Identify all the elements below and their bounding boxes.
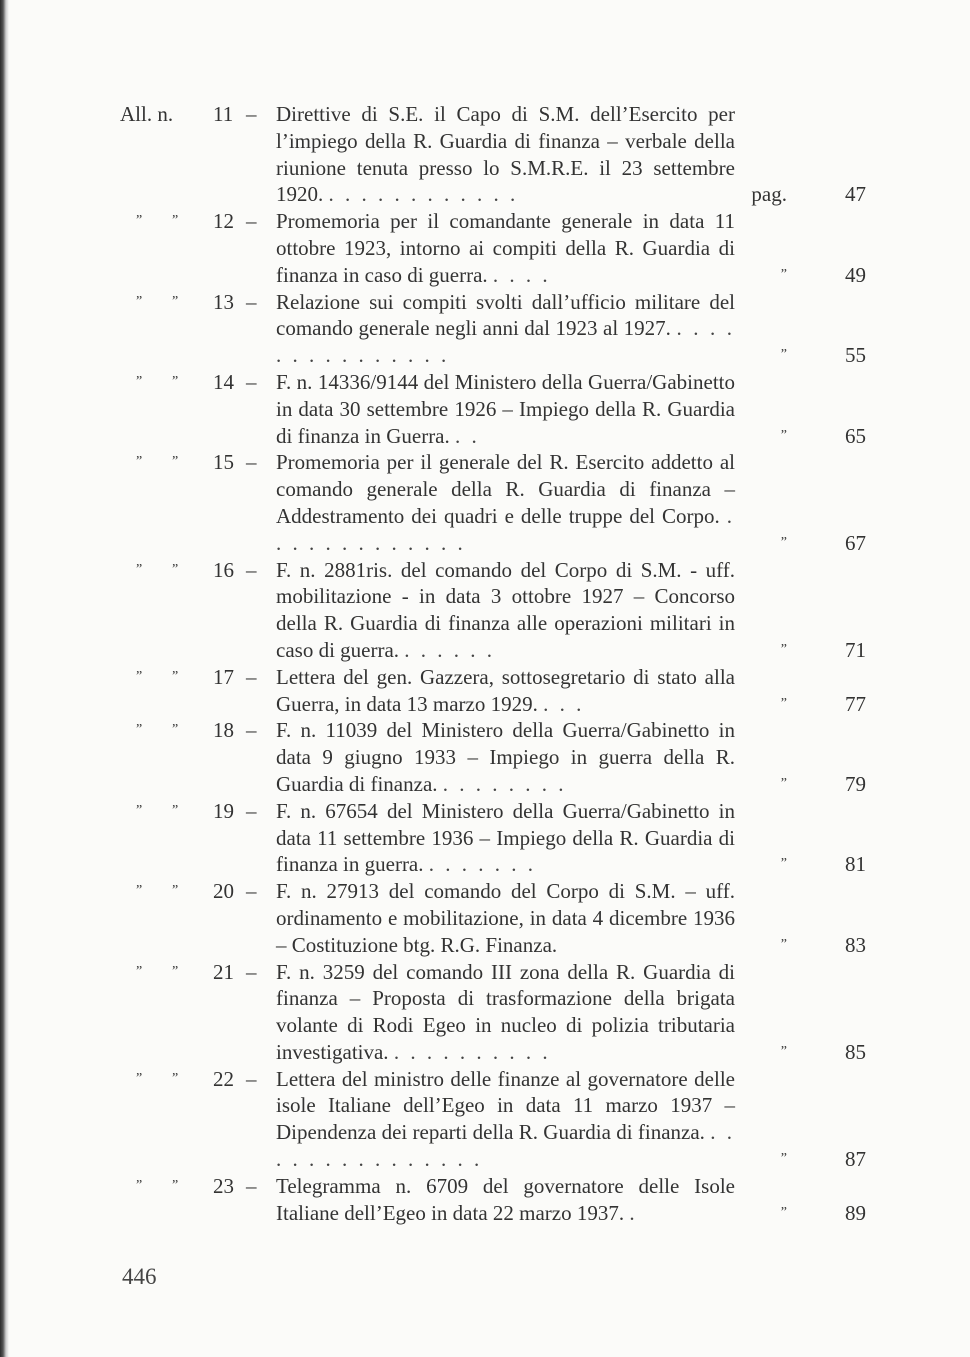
entry-description: Direttive di S.E. il Capo di S.M. dell’Esercito per l’impiego della R. Guardia di finanza – verbale della riunione tenuta presso lo S.M.R.E. il 23 settembre 1920. . . . . . . . . . . . . xyxy=(276,102,735,207)
entry-number: 16 xyxy=(213,557,234,582)
ditto-mark: ” xyxy=(136,668,143,684)
entry-dash: – xyxy=(246,369,257,394)
page-ditto: ” xyxy=(780,695,787,711)
page-number: 446 xyxy=(122,1264,157,1289)
ditto-mark: ” xyxy=(136,561,143,577)
entry-number: 23 xyxy=(213,1173,234,1198)
ditto-mark: ” xyxy=(172,1177,179,1193)
entry-page: 81 xyxy=(845,852,866,877)
entry-number: 21 xyxy=(213,959,234,984)
index-entry xyxy=(120,878,880,958)
page-ditto: ” xyxy=(780,534,787,550)
ditto-mark: ” xyxy=(136,213,143,229)
ditto-mark: ” xyxy=(172,722,179,738)
entry-page: 47 xyxy=(845,182,866,207)
page-ditto: ” xyxy=(780,856,787,872)
entry-dash: – xyxy=(246,1066,257,1091)
ditto-mark: ” xyxy=(136,454,143,470)
entry-number: 14 xyxy=(213,369,234,394)
index-entry xyxy=(120,717,880,797)
entry-number: 20 xyxy=(213,879,234,904)
ditto-mark: ” xyxy=(172,561,179,577)
entry-number: 22 xyxy=(213,1066,234,1091)
entry-description: F. n. 27913 del comando del Corpo di S.M. – uff. ordinamento e mobilitazione, in data 4 dicembre 1936 – Costituzione btg. R.G. Finanza. xyxy=(276,879,735,957)
index-entry xyxy=(120,449,880,556)
entry-dash: – xyxy=(246,1173,257,1198)
index-entry xyxy=(120,1066,880,1173)
entry-page: 49 xyxy=(845,262,866,287)
index-entry xyxy=(120,1173,880,1227)
entry-dash: – xyxy=(246,289,257,314)
page-ditto: ” xyxy=(780,641,787,657)
entry-description: Lettera del gen. Gazzera, sottosegretario di stato alla Guerra, in data 13 marzo 1929. . . . xyxy=(276,664,735,716)
page-ditto: ” xyxy=(780,1204,787,1220)
entry-description: F. n. 2881ris. del comando del Corpo di S.M. - uff. mobilitazione - in data 3 ottobre 1927 – Concorso della R. Guardia di finanza alle operazioni militari in caso di guerra. . . . . . . xyxy=(276,557,735,662)
entry-page: 89 xyxy=(845,1200,866,1225)
entry-description: Lettera del ministro delle finanze al governatore delle isole Italiane dell’Egeo in data 11 marzo 1937 – Dipendenza dei reparti della R. Guardia di finanza. . . . . . . . . . . . . . . . xyxy=(276,1066,736,1172)
ditto-mark: ” xyxy=(172,454,179,470)
entry-number: 17 xyxy=(213,664,234,689)
ditto-mark: ” xyxy=(136,293,143,309)
ditto-mark: ” xyxy=(172,883,179,899)
ditto-mark: ” xyxy=(172,373,179,389)
entry-description: F. n. 3259 del comando III zona della R. Guardia di finanza – Proposta di trasformazione della brigata volante di Rodi Egeo in nucleo di polizia tributaria investigativa. . . . . . . . . . . xyxy=(276,959,735,1064)
ditto-mark: ” xyxy=(172,802,179,818)
page-ditto: ” xyxy=(780,427,787,443)
page-ditto: ” xyxy=(780,775,787,791)
entry-number: 13 xyxy=(213,289,234,314)
entry-dash: – xyxy=(246,664,257,689)
entry-description: F. n. 11039 del Ministero della Guerra/Gabinetto in data 9 giugno 1933 – Impiego in guerra della R. Guardia di finanza. . . . . . . . . xyxy=(276,718,735,796)
entry-dash: – xyxy=(246,879,257,904)
entry-dash: – xyxy=(246,102,257,126)
book-spine-shadow xyxy=(0,0,9,1357)
page-ditto: ” xyxy=(780,1043,787,1059)
ditto-mark: ” xyxy=(136,1070,143,1086)
ditto-mark: ” xyxy=(136,373,143,389)
entry-page: 85 xyxy=(845,1039,866,1064)
ditto-mark: ” xyxy=(172,963,179,979)
entry-dash: – xyxy=(246,718,257,743)
ditto-mark: ” xyxy=(172,668,179,684)
entry-number: 11 xyxy=(213,102,234,126)
ditto-mark: ” xyxy=(172,293,179,309)
entry-dash: – xyxy=(246,209,257,234)
entry-page: 87 xyxy=(845,1147,866,1172)
index-list xyxy=(120,101,880,1226)
page-ditto: ” xyxy=(780,936,787,952)
index-entry xyxy=(120,101,880,208)
entry-description: Promemoria per il comandante generale in data 11 ottobre 1923, intorno ai compiti della R. Guardia di finanza in caso di guerra. . . . . xyxy=(276,209,735,287)
index-entry xyxy=(120,959,880,1066)
entry-number: 15 xyxy=(213,450,234,475)
allegato-label: All. n. xyxy=(120,102,174,126)
ditto-mark: ” xyxy=(136,883,143,899)
entry-number: 12 xyxy=(213,209,234,234)
ditto-mark: ” xyxy=(136,963,143,979)
entry-page: 55 xyxy=(845,343,866,368)
index-entry xyxy=(120,664,880,718)
entry-page: 71 xyxy=(845,637,866,662)
entry-dash: – xyxy=(246,557,257,582)
ditto-mark: ” xyxy=(172,213,179,229)
page-label: pag. xyxy=(751,182,787,207)
entry-description: F. n. 67654 del Ministero della Guerra/Gabinetto in data 11 settembre 1936 – Impiego della R. Guardia di finanza in guerra. . . . . . . . xyxy=(276,798,735,877)
entry-page: 65 xyxy=(845,423,866,448)
entry-page: 67 xyxy=(845,530,866,555)
index-entry xyxy=(120,798,880,878)
entry-dash: – xyxy=(246,450,257,475)
entry-dash: – xyxy=(246,798,257,823)
page-ditto: ” xyxy=(780,347,787,363)
entry-description: Relazione sui compiti svolti dall’ufficio militare del comando generale negli anni dal 1923 al 1927. . . . . . . . . . . . . . . . xyxy=(276,289,736,368)
entry-number: 19 xyxy=(213,798,234,823)
ditto-mark: ” xyxy=(136,1177,143,1193)
index-entry xyxy=(120,208,880,288)
ditto-mark: ” xyxy=(172,1070,179,1086)
entry-page: 83 xyxy=(845,932,866,957)
index-entry xyxy=(120,369,880,449)
entry-page: 77 xyxy=(845,691,866,716)
index-entry xyxy=(120,557,880,664)
entry-description: Promemoria per il generale del R. Esercito addetto al comando generale della R. Guardia di finanza – Addestramento dei quadri e delle truppe del Corpo. . . . . . . . . . . . . . xyxy=(276,450,735,555)
page-ditto: ” xyxy=(780,266,787,282)
index-entry xyxy=(120,289,880,369)
entry-page: 79 xyxy=(845,771,866,796)
ditto-mark: ” xyxy=(136,722,143,738)
ditto-mark: ” xyxy=(136,802,143,818)
entry-description: F. n. 14336/9144 del Ministero della Guerra/Gabinetto in data 30 settembre 1926 – Impiego della R. Guardia di finanza in Guerra. . . xyxy=(276,369,735,448)
page-ditto: ” xyxy=(780,1151,787,1167)
entry-number: 18 xyxy=(213,718,234,743)
entry-dash: – xyxy=(246,959,257,984)
entry-description: Telegramma n. 6709 del governatore delle Isole Italiane dell’Egeo in data 22 marzo 1937. . xyxy=(276,1173,735,1225)
